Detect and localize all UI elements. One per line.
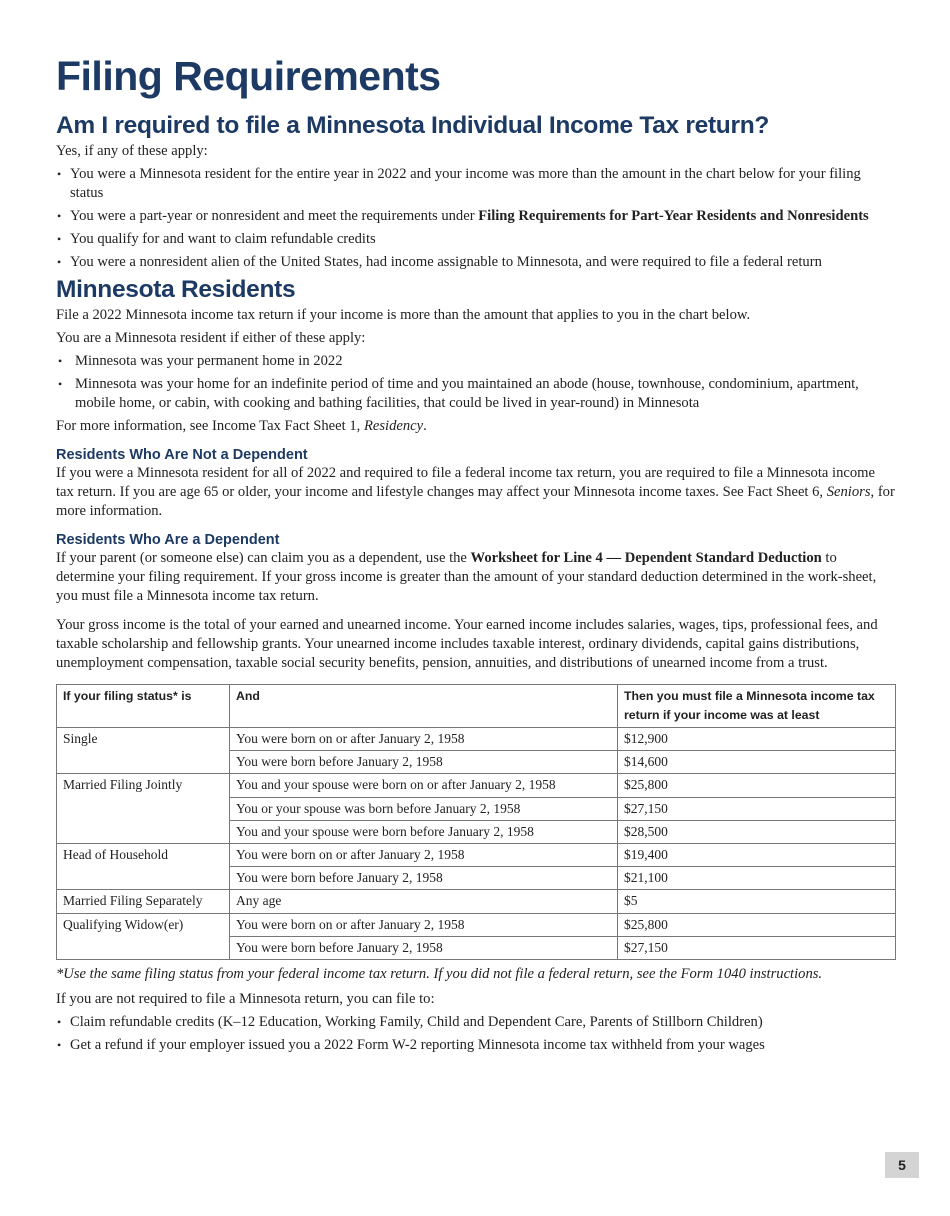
resident-criteria-list — [56, 352, 896, 413]
amount-cell: $14,600 — [618, 751, 896, 774]
worksheet-reference: Worksheet for Line 4 — Dependent Standard Deduction — [470, 550, 822, 566]
part-year-reference: Filing Requirements for Part-Year Residents and Nonresidents — [478, 208, 869, 224]
amount-cell: $12,900 — [618, 728, 896, 751]
column-header-income-threshold: Then you must file a Minnesota income tax return if your income was at least — [618, 685, 896, 728]
list-item: • You were a Minnesota resident for the entire year in 2022 and your income was more than the amount in the chart below for your filing status — [56, 165, 896, 203]
more-info-text: For more information, see Income Tax Fact Sheet 1, Residency. — [56, 418, 427, 434]
residents-paragraph: File a 2022 Minnesota income tax return if your income is more than the amount that applies to you in the chart below. — [56, 307, 751, 323]
seniors-reference: Seniors — [826, 484, 871, 500]
document-page — [56, 50, 896, 1055]
section-heading-required-to-file: Am I required to file a Minnesota Individual Income Tax return? — [56, 112, 770, 139]
condition-cell: Any age — [230, 890, 618, 913]
amount-cell: $27,150 — [618, 797, 896, 820]
condition-cell: You were born before January 2, 1958 — [230, 936, 618, 959]
list-item: • You were a nonresident alien of the United States, had income assignable to Minnesota, and were required to file a federal return — [56, 253, 896, 272]
amount-cell: $28,500 — [618, 820, 896, 843]
filing-status-cell: Married Filing Jointly — [57, 774, 230, 844]
amount-cell: $5 — [618, 890, 896, 913]
page-title: Filing Requirements — [56, 53, 441, 99]
condition-cell: You were born on or after January 2, 1958 — [230, 844, 618, 867]
table-row — [57, 844, 896, 867]
amount-cell: $21,100 — [618, 867, 896, 890]
amount-cell: $27,150 — [618, 936, 896, 959]
condition-cell: You were born before January 2, 1958 — [230, 867, 618, 890]
list-item: • Minnesota was your home for an indefinite period of time and you maintained an abode (house, townhouse, condominium, apartment, mobile home, or cabin, with cooking and bathing facilities, that could be lived in year-round) in Minnesota — [56, 375, 896, 413]
subheading-not-dependent: Residents Who Are Not a Dependent — [56, 447, 308, 463]
list-item: • You were a part-year or nonresident and meet the requirements under Filing Requirements for Part-Year Residents and Nonresidents — [56, 207, 896, 226]
list-item: • You qualify for and want to claim refundable credits — [56, 230, 896, 249]
filing-status-cell: Single — [57, 728, 230, 774]
table-row — [57, 913, 896, 936]
residency-reference: Residency — [363, 418, 424, 434]
list-item: • Get a refund if your employer issued you a 2022 Form W-2 reporting Minnesota income tax withheld from your wages — [56, 1036, 896, 1055]
condition-cell: You and your spouse were born on or after January 2, 1958 — [230, 774, 618, 797]
requirements-list — [56, 165, 896, 272]
list-item: • Minnesota was your permanent home in 2022 — [56, 352, 896, 371]
condition-cell: You and your spouse were born before January 2, 1958 — [230, 820, 618, 843]
intro-text: Yes, if any of these apply: — [56, 143, 208, 159]
dependent-paragraph: If your parent (or someone else) can claim you as a dependent, use the Worksheet for Line 4 — Dependent Standard Deduction to determine your filing requirement. If your gross income is greater than the amount of your standard deduction determined in the work-sheet, you must file a Minnesota income tax return. — [56, 550, 877, 604]
filing-status-cell: Married Filing Separately — [57, 890, 230, 913]
section-heading-minnesota-residents: Minnesota Residents — [56, 276, 296, 303]
list-item: • Claim refundable credits (K–12 Education, Working Family, Child and Dependent Care, Parents of Stillborn Children) — [56, 1013, 896, 1032]
condition-cell: You were born before January 2, 1958 — [230, 751, 618, 774]
condition-cell: You were born on or after January 2, 1958 — [230, 728, 618, 751]
resident-definition-intro: You are a Minnesota resident if either of these apply: — [56, 330, 366, 346]
condition-cell: You were born on or after January 2, 1958 — [230, 913, 618, 936]
optional-filing-list — [56, 1013, 896, 1055]
filing-status-cell: Head of Household — [57, 844, 230, 890]
amount-cell: $25,800 — [618, 913, 896, 936]
gross-income-paragraph: Your gross income is the total of your earned and unearned income. Your earned income includes salaries, wages, tips, professional fees, and taxable scholarship and fellowship grants. Your unearned income includes taxable interest, ordinary dividends, capital gains distributions, unemployment compensation, taxable social security benefits, pension, annuities, and distributions of unearned income from a trust. — [56, 617, 878, 671]
table-header-row — [57, 685, 896, 728]
column-header-and: And — [230, 685, 618, 728]
filing-status-cell: Qualifying Widow(er) — [57, 913, 230, 959]
filing-requirements-table — [56, 684, 896, 960]
condition-cell: You or your spouse was born before January 2, 1958 — [230, 797, 618, 820]
not-dependent-paragraph: If you were a Minnesota resident for all of 2022 and required to file a federal income tax return, you are required to file a Minnesota income tax return. If you are age 65 or older, your income and lifestyle changes may affect your Minnesota income taxes. See Fact Sheet 6, Seniors, for more information. — [56, 465, 895, 519]
page-number-badge: 5 — [885, 1152, 919, 1178]
amount-cell: $25,800 — [618, 774, 896, 797]
column-header-filing-status: If your filing status* is — [57, 685, 230, 728]
table-row — [57, 890, 896, 913]
subheading-dependent: Residents Who Are a Dependent — [56, 532, 280, 548]
table-row — [57, 728, 896, 751]
table-row — [57, 774, 896, 797]
table-footnote: *Use the same filing status from your federal income tax return. If you did not file a federal return, see the Form 1040 instructions. — [56, 966, 823, 983]
not-required-intro: If you are not required to file a Minnesota return, you can file to: — [56, 991, 435, 1008]
amount-cell: $19,400 — [618, 844, 896, 867]
